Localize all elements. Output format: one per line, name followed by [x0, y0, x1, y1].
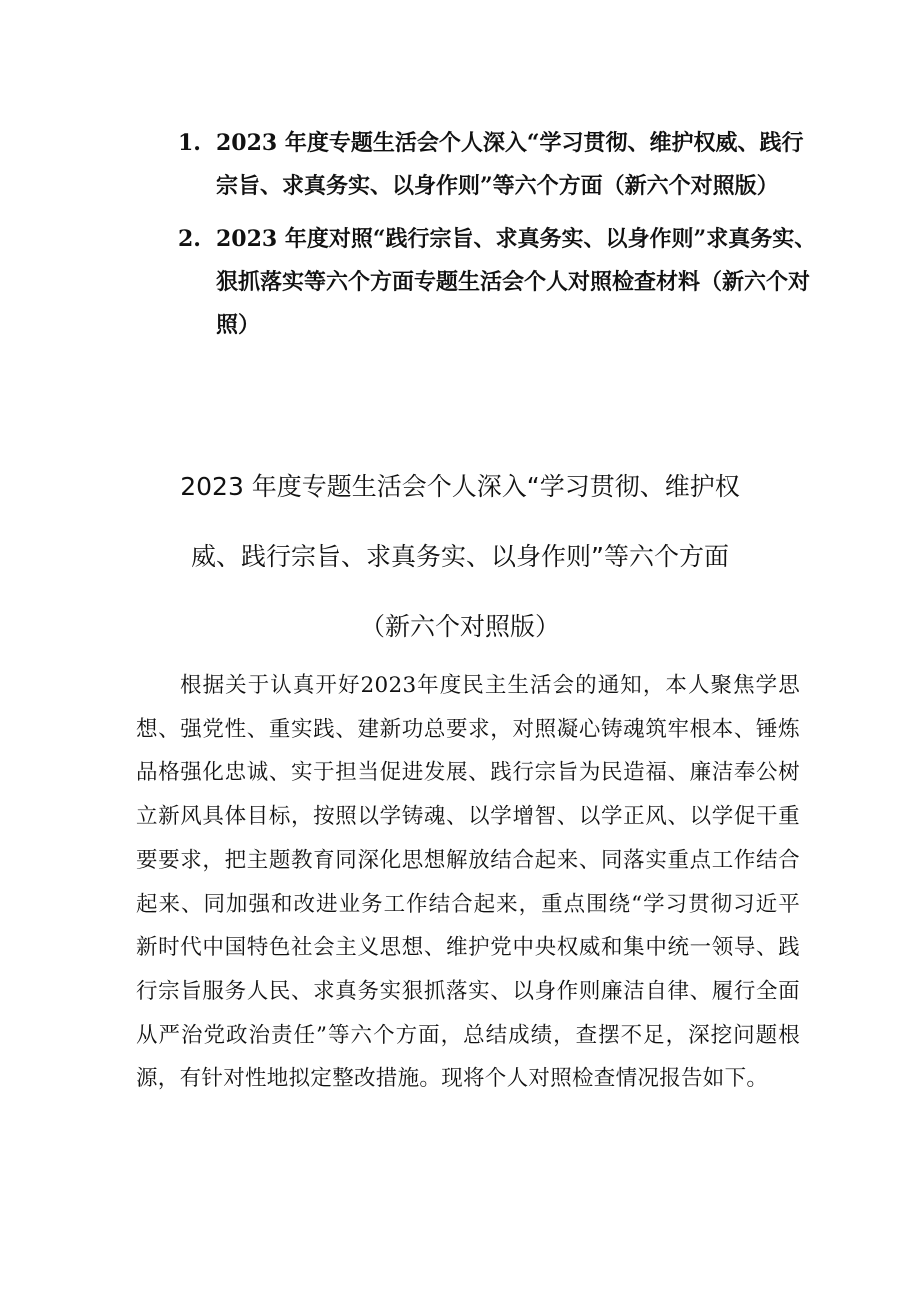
title-line-3: （新六个对照版） [359, 612, 560, 641]
toc-item-number: 2. [178, 226, 201, 252]
title-line-1: 2023 年度专题生活会个人深入“学习贯彻、维护权 [180, 472, 740, 501]
toc-item-text: 2023 年度专题生活会个人深入“学习贯彻、维护权威、践行宗旨、求真务实、以身作则”等六个方面（新六个对照版） [216, 130, 804, 199]
body-paragraph: 根据关于认真开好2023年度民主生活会的通知，本人聚焦学思想、强党性、重实践、建新功总要求，对照凝心铸魂筑牢根本、锤炼品格强化忠诚、实于担当促进发展、践行宗旨为民造福、廉洁奉公树立新风具体目标，按照以学铸魂、以学增智、以学正风、以学促干重要要求，把主题教育同深化思想解放结合起来、同落实重点工作结合起来、同加强和改进业务工作结合起来，重点围绕“学习贯彻习近平新时代中国特色社会主义思想、维护党中央权威和集中统一领导、践行宗旨服务人民、求真务实狠抓落实、以身作则廉洁自律、履行全面从严治党政治责任”等六个方面，总结成绩，查摆不足，深挖问题根源，有针对性地拟定整改措施。现将个人对照检查情况报告如下。 [136, 673, 800, 1092]
title-line-2: 威、践行宗旨、求真务实、以身作则”等六个方面 [191, 542, 729, 571]
table-of-contents [178, 122, 818, 357]
toc-item-number: 1. [178, 130, 201, 156]
toc-item-2[interactable] [178, 218, 818, 347]
toc-item-text: 2023 年度对照“践行宗旨、求真务实、以身作则”求真务实、狠抓落实等六个方面专题生活会个人对照检查材料（新六个对照） [216, 226, 817, 338]
toc-item-1[interactable] [178, 122, 818, 208]
document-title [120, 452, 800, 662]
